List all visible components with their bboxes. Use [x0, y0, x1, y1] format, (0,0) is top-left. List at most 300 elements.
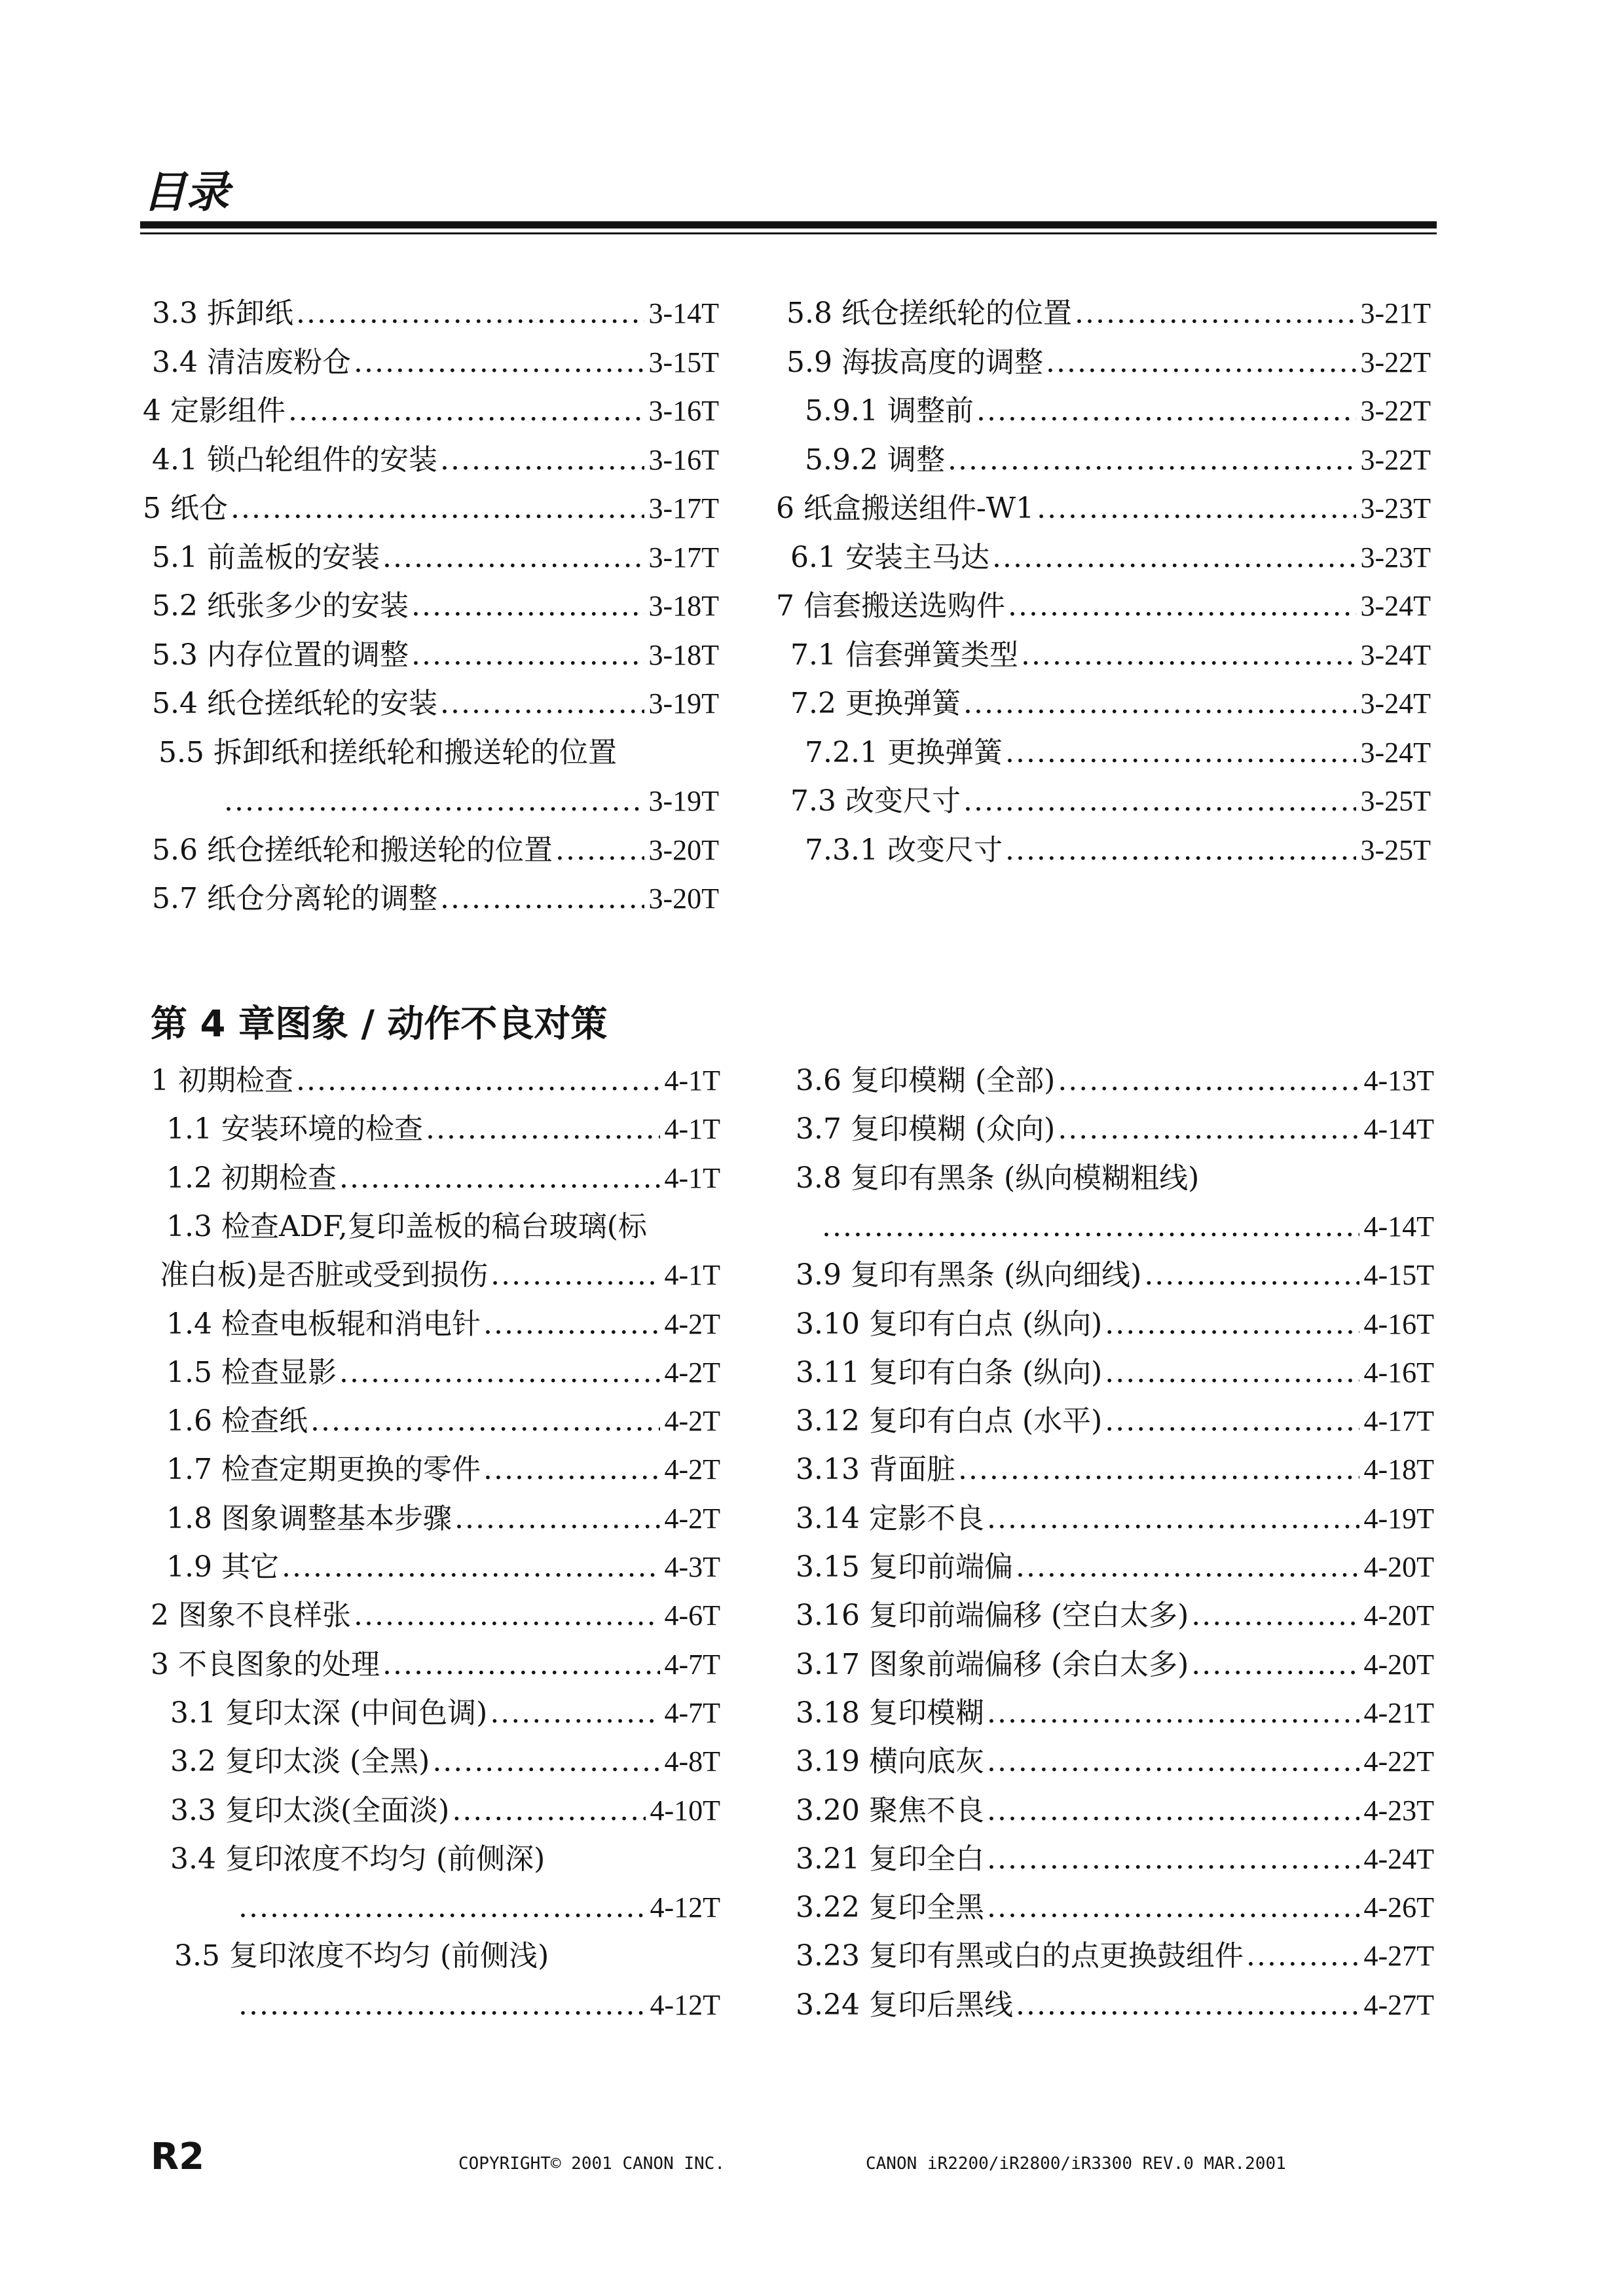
toc-entry — [166, 1547, 720, 1588]
toc-entry — [796, 1353, 1434, 1393]
toc-entry-page: 4-14T — [1363, 1113, 1434, 1146]
toc-entry-title: 检查显影 — [221, 1355, 337, 1389]
toc-leader-dots — [961, 781, 1356, 822]
toc-entry-number: 1.8 — [166, 1501, 212, 1535]
toc-entry-title: 复印模糊 — [868, 1696, 984, 1730]
toc-entry — [796, 1061, 1434, 1101]
toc-entry-page: 3-17T — [648, 541, 719, 574]
toc-leader-dots — [337, 1353, 660, 1393]
toc-leader-dots — [984, 1839, 1360, 1880]
toc-entry-page: 3-21T — [1360, 297, 1431, 329]
toc-leader-dots — [1034, 488, 1356, 529]
toc-leader-dots — [1055, 1109, 1359, 1150]
toc-leader-dots — [236, 1887, 646, 1928]
toc-entry-number: 7.3.1 — [805, 833, 878, 867]
toc-entry — [174, 1936, 720, 1977]
toc-entry-title: 安装主马达 — [845, 540, 989, 574]
toc-entry-number: 1.3 — [166, 1209, 212, 1243]
toc-entry-number: 3.12 — [796, 1404, 860, 1438]
toc-entry-title: 纸仓 — [170, 492, 228, 525]
toc-entry-page: 4-22T — [1363, 1745, 1434, 1778]
toc-entry-page: 4-23T — [1363, 1794, 1434, 1827]
toc-entry — [143, 391, 719, 431]
toc-leader-dots — [409, 635, 644, 676]
toc-leader-dots — [1003, 830, 1357, 871]
toc-entry-number: 3.3 — [152, 297, 198, 330]
toc-entry-number: 3.22 — [796, 1891, 860, 1925]
toc-entry-number: 3.6 — [796, 1064, 841, 1097]
toc-leader-dots — [984, 1499, 1360, 1539]
toc-entry-page: 4-20T — [1363, 1599, 1434, 1632]
toc-entry-title: 聚焦不良 — [868, 1793, 984, 1827]
toc-leader-dots — [1102, 1401, 1359, 1442]
toc-entry — [166, 1304, 720, 1345]
toc-entry-page: 3-14T — [648, 297, 719, 329]
toc-entry-number: 7 — [776, 589, 794, 623]
toc-entry — [790, 781, 1431, 822]
toc-entry-number: 5.9.1 — [805, 394, 878, 428]
toc-leader-dots — [380, 1645, 660, 1685]
toc-entry-title: 纸仓搓纸轮和搬送轮的位置 — [206, 833, 553, 867]
toc-leader-dots — [351, 342, 644, 383]
toc-entry-title: 拆卸纸和搓纸轮和搬送轮的位置 — [213, 735, 617, 769]
toc-entry-number: 1.7 — [166, 1453, 212, 1487]
toc-entry-page: 4-15T — [1363, 1259, 1434, 1292]
toc-entry-title: 初期检查 — [178, 1064, 293, 1097]
toc-entry-page: 4-2T — [664, 1502, 720, 1535]
toc-entry-title: 复印有白点 (水平) — [868, 1404, 1103, 1438]
footer-model: CANON iR2200/iR2800/iR3300 REV.0 MAR.2001 — [866, 2154, 1286, 2174]
toc-entry — [166, 1499, 720, 1539]
toc-entry-number: 3.23 — [796, 1939, 860, 1973]
toc-entry — [796, 1595, 1434, 1636]
toc-entry-number: 5.2 — [152, 589, 198, 623]
toc-entry — [786, 293, 1431, 334]
toc-entry-page: 4-14T — [1363, 1210, 1434, 1243]
toc-entry-page: 3-17T — [648, 492, 719, 524]
toc-entry-page: 4-10T — [650, 1794, 720, 1827]
toc-entry-number: 1.2 — [166, 1161, 212, 1195]
toc-entry — [151, 1595, 720, 1636]
toc-entry-title: 背面脏 — [868, 1453, 955, 1487]
toc-entry-page: 4-1T — [664, 1161, 720, 1194]
toc-entry-title: 海拔高度的调整 — [841, 345, 1043, 379]
toc-entry-page: 3-16T — [648, 395, 719, 427]
toc-entry-page: 4-1T — [664, 1259, 720, 1292]
toc-entry — [776, 586, 1431, 627]
toc-entry-number: 5.4 — [152, 687, 198, 720]
toc-entry — [796, 1109, 1434, 1150]
toc-entry-page: 3-16T — [648, 443, 719, 476]
toc-leader-dots — [452, 1499, 660, 1539]
toc-entry-number: 3.1 — [170, 1696, 216, 1730]
toc-leader-dots — [1003, 733, 1357, 773]
toc-leader-dots — [974, 391, 1357, 431]
toc-leader-dots — [984, 1741, 1360, 1782]
toc-entry-page: 4-17T — [1363, 1405, 1434, 1438]
toc-entry-page: 4-20T — [1363, 1551, 1434, 1583]
footer-copyright: COPYRIGHT© 2001 CANON INC. — [458, 2154, 725, 2174]
toc-entry-number: 3.4 — [170, 1842, 216, 1876]
toc-entry-number: 1.1 — [166, 1112, 212, 1146]
toc-entry — [151, 1061, 720, 1101]
toc-entry — [796, 1741, 1434, 1782]
toc-entry-title: 锁凸轮组件的安装 — [206, 443, 437, 477]
toc-entry — [790, 538, 1431, 578]
toc-entry-title: 复印有白条 (纵向) — [868, 1355, 1103, 1389]
toc-entry-title: 调整 — [887, 443, 945, 477]
toc-entry-title: 定影组件 — [170, 394, 286, 428]
toc-leader-dots — [409, 586, 644, 627]
toc-entry-number: 7.2 — [790, 687, 836, 720]
toc-leader-dots — [1244, 1936, 1360, 1977]
toc-entry-title: 准白板)是否脏或受到损伤 — [160, 1258, 489, 1292]
toc-entry — [805, 440, 1431, 481]
toc-entry-number: 3.5 — [174, 1939, 220, 1973]
toc-leader-dots — [961, 683, 1356, 724]
header-rule-thick — [140, 221, 1437, 228]
toc-leader-dots — [1043, 342, 1356, 383]
toc-entry — [796, 1499, 1434, 1539]
toc-leader-dots — [487, 1693, 660, 1734]
toc-entry-title: 复印浓度不均匀 (前侧浅) — [229, 1939, 549, 1973]
toc-leader-dots — [1141, 1255, 1359, 1296]
toc-entry — [152, 830, 719, 871]
toc-entry-title: 复印浓度不均匀 (前侧深) — [225, 1842, 545, 1876]
toc-entry-number: 3.3 — [170, 1793, 216, 1827]
toc-entry-number: 1.9 — [166, 1550, 212, 1584]
toc-leader-dots — [1018, 635, 1356, 676]
toc-entry-title: 纸张多少的安装 — [206, 589, 409, 623]
toc-entry — [790, 683, 1431, 724]
toc-entry-number: 3.16 — [796, 1599, 860, 1633]
toc-entry — [170, 1693, 720, 1734]
toc-entry — [796, 1791, 1434, 1831]
toc-entry-page: 4-12T — [650, 1891, 720, 1924]
toc-leader-dots — [308, 1401, 660, 1442]
toc-leader-dots — [984, 1887, 1360, 1928]
toc-entry-title: 复印前端偏 — [868, 1550, 1013, 1584]
toc-entry-title: 复印模糊 (全部) — [850, 1064, 1056, 1097]
toc-entry — [166, 1401, 720, 1442]
toc-entry-number: 3.17 — [796, 1647, 860, 1681]
toc-entry — [221, 781, 719, 822]
toc-entry-title: 定影不良 — [868, 1501, 984, 1535]
toc-entry-title: 检查定期更换的零件 — [221, 1453, 481, 1487]
toc-entry-title: 其它 — [221, 1550, 279, 1584]
toc-entry-title: 复印太淡(全面淡) — [225, 1793, 450, 1827]
toc-entry — [790, 635, 1431, 676]
toc-entry — [796, 1936, 1434, 1977]
toc-entry-page: 3-18T — [648, 638, 719, 671]
toc-entry-number: 5.8 — [786, 297, 832, 330]
toc-entry-number: 3.14 — [796, 1501, 860, 1535]
toc-leader-dots — [481, 1304, 660, 1345]
toc-entry — [158, 733, 719, 773]
toc-entry-page: 3-24T — [1360, 736, 1431, 769]
toc-entry-page: 4-19T — [1363, 1502, 1434, 1535]
toc-entry-page: 4-27T — [1363, 1988, 1434, 2021]
toc-leader-dots — [437, 879, 644, 919]
toc-entry-number: 1.4 — [166, 1307, 212, 1341]
toc-leader-dots — [1072, 293, 1356, 334]
toc-entry-title: 纸盒搬送组件-W1 — [803, 492, 1035, 525]
toc-entry-title: 更换弹簧 — [887, 735, 1003, 769]
toc-leader-dots — [437, 683, 644, 724]
toc-entry — [166, 1207, 720, 1247]
toc-entry-number: 3.20 — [796, 1793, 860, 1827]
toc-entry — [151, 1645, 720, 1685]
toc-entry-title: 复印太深 (中间色调) — [225, 1696, 488, 1730]
toc-entry-title: 更换弹簧 — [845, 687, 961, 720]
toc-entry — [796, 1255, 1434, 1296]
toc-leader-dots — [351, 1595, 660, 1636]
toc-entry-title: 复印有白点 (纵向) — [868, 1307, 1103, 1341]
toc-entry-page: 4-16T — [1363, 1356, 1434, 1389]
toc-entry — [166, 1353, 720, 1393]
toc-entry-title: 清洁废粉仓 — [206, 345, 351, 379]
toc-leader-dots — [221, 781, 644, 822]
toc-entry-title: 复印模糊 (众向) — [850, 1112, 1056, 1146]
toc-entry-number: 3.11 — [796, 1355, 860, 1389]
toc-entry-page: 3-24T — [1360, 687, 1431, 720]
toc-entry-page: 3-25T — [1360, 833, 1431, 866]
toc-entry-page: 3-24T — [1360, 590, 1431, 622]
toc-entry — [796, 1547, 1434, 1588]
toc-entry — [170, 1791, 720, 1831]
toc-entry — [166, 1109, 720, 1150]
toc-leader-dots — [279, 1547, 660, 1588]
toc-entry — [152, 440, 719, 481]
toc-entry-number: 5.1 — [152, 540, 198, 574]
toc-entry — [143, 488, 719, 529]
toc-leader-dots — [955, 1449, 1360, 1490]
toc-entry-title: 改变尺寸 — [845, 784, 961, 818]
toc-entry-title: 纸仓搓纸轮的位置 — [841, 297, 1072, 330]
toc-entry — [796, 1645, 1434, 1685]
toc-entry — [786, 342, 1431, 383]
toc-entry-number: 1 — [151, 1064, 169, 1097]
toc-leader-dots — [286, 391, 644, 431]
toc-entry — [170, 1741, 720, 1782]
toc-entry-title: 复印全黑 — [868, 1891, 984, 1925]
toc-leader-dots — [430, 1741, 660, 1782]
toc-entry-title: 复印后黑线 — [868, 1988, 1013, 2022]
toc-entry-number: 5.9.2 — [805, 443, 878, 477]
toc-entry-number: 5.5 — [158, 735, 204, 769]
toc-leader-dots — [1189, 1595, 1359, 1636]
toc-entry — [166, 1158, 720, 1199]
toc-entry-title: 改变尺寸 — [887, 833, 1003, 867]
toc-leader-dots — [423, 1109, 660, 1150]
toc-entry-page: 4-7T — [664, 1648, 720, 1681]
toc-entry-number: 5.9 — [786, 345, 832, 379]
toc-entry-page: 3-19T — [648, 687, 719, 720]
toc-leader-dots — [380, 538, 644, 578]
toc-entry — [236, 1985, 720, 2026]
toc-leader-dots — [1189, 1645, 1359, 1685]
toc-entry — [796, 1839, 1434, 1880]
toc-entry — [796, 1449, 1434, 1490]
toc-entry-page: 4-2T — [664, 1356, 720, 1389]
toc-entry — [819, 1207, 1434, 1247]
toc-entry-title: 内存位置的调整 — [206, 638, 409, 672]
toc-entry-title: 拆卸纸 — [206, 297, 293, 330]
toc-entry-title: 复印有黑条 (纵向细线) — [850, 1258, 1142, 1292]
toc-entry-page: 3-23T — [1360, 492, 1431, 524]
toc-entry-number: 1.5 — [166, 1355, 212, 1389]
toc-entry-number: 3.4 — [152, 345, 198, 379]
toc-entry-title: 图象不良样张 — [178, 1599, 351, 1633]
toc-entry-title: 检查ADF,复印盖板的稿台玻璃(标 — [221, 1209, 647, 1243]
footer-page-number: R2 — [151, 2136, 205, 2178]
toc-entry — [151, 1255, 720, 1296]
toc-entry-number: 3 — [151, 1647, 169, 1681]
toc-leader-dots — [1055, 1061, 1359, 1101]
toc-entry — [796, 1304, 1434, 1345]
toc-entry-title: 前盖板的安装 — [206, 540, 380, 574]
toc-entry-number: 3.8 — [796, 1161, 841, 1195]
toc-entry-page: 3-19T — [648, 785, 719, 817]
toc-entry — [805, 391, 1431, 431]
toc-entry — [152, 293, 719, 334]
toc-entry — [805, 830, 1431, 871]
toc-leader-dots — [984, 1791, 1360, 1831]
toc-leader-dots — [1013, 1547, 1360, 1588]
toc-leader-dots — [449, 1791, 646, 1831]
toc-entry-number: 6 — [776, 492, 794, 525]
toc-entry-page: 4-13T — [1363, 1065, 1434, 1097]
toc-entry-number: 2 — [151, 1599, 169, 1633]
toc-entry-title: 图象前端偏移 (余白太多) — [868, 1647, 1189, 1681]
toc-entry-page: 4-21T — [1363, 1696, 1434, 1729]
toc-entry-page: 3-20T — [648, 883, 719, 915]
toc-entry-page: 3-15T — [648, 346, 719, 378]
toc-leader-dots — [228, 488, 644, 529]
toc-entry-page: 4-1T — [664, 1113, 720, 1146]
toc-leader-dots — [984, 1693, 1360, 1734]
toc-entry-page: 4-7T — [664, 1696, 720, 1729]
toc-entry — [152, 683, 719, 724]
toc-entry-number: 3.10 — [796, 1307, 860, 1341]
header-rule-thin — [140, 232, 1437, 234]
toc-entry — [152, 635, 719, 676]
toc-entry-title: 调整前 — [887, 394, 974, 428]
header-title: 目录 — [143, 167, 229, 217]
toc-entry-title: 复印前端偏移 (空白太多) — [868, 1599, 1189, 1633]
toc-entry-number: 3.13 — [796, 1453, 860, 1487]
toc-entry-number: 6.1 — [790, 540, 836, 574]
toc-entry-title: 初期检查 — [221, 1161, 337, 1195]
toc-entry-title: 安装环境的检查 — [221, 1112, 423, 1146]
toc-entry — [796, 1693, 1434, 1734]
toc-entry-number: 3.15 — [796, 1550, 860, 1584]
toc-entry — [796, 1887, 1434, 1928]
toc-entry — [805, 733, 1431, 773]
toc-entry-page: 4-16T — [1363, 1307, 1434, 1340]
toc-entry-title: 纸仓搓纸轮的安装 — [206, 687, 437, 720]
toc-entry-number: 7.3 — [790, 784, 836, 818]
toc-entry-page: 4-2T — [664, 1453, 720, 1486]
toc-entry-number: 5 — [143, 492, 161, 525]
toc-entry-title: 检查纸 — [221, 1404, 308, 1438]
toc-entry-number: 3.9 — [796, 1258, 841, 1292]
toc-entry-title: 纸仓分离轮的调整 — [206, 882, 437, 915]
toc-entry-page: 3-25T — [1360, 785, 1431, 817]
toc-entry-number: 3.7 — [796, 1112, 841, 1146]
toc-entry-title: 复印有黑条 (纵向模糊粗线) — [850, 1161, 1200, 1195]
toc-leader-dots — [819, 1207, 1359, 1247]
toc-entry-number: 3.21 — [796, 1842, 860, 1876]
toc-entry-title: 图象调整基本步骤 — [221, 1501, 452, 1535]
toc-entry-number: 3.24 — [796, 1988, 860, 2022]
toc-entry-page: 4-6T — [664, 1599, 720, 1632]
toc-entry-title: 检查电板辊和消电针 — [221, 1307, 481, 1341]
toc-entry-page: 3-22T — [1360, 443, 1431, 476]
toc-entry-number: 7.2.1 — [805, 735, 878, 769]
toc-leader-dots — [553, 830, 644, 871]
toc-entry-title: 横向底灰 — [868, 1745, 984, 1779]
toc-entry — [796, 1985, 1434, 2026]
toc-entry-number: 1.6 — [166, 1404, 212, 1438]
toc-entry — [236, 1887, 720, 1928]
toc-entry-page: 4-27T — [1363, 1940, 1434, 1973]
toc-entry-page: 3-22T — [1360, 346, 1431, 378]
toc-entry-title: 复印有黑或白的点更换鼓组件 — [868, 1939, 1244, 1973]
toc-entry-page: 4-20T — [1363, 1648, 1434, 1681]
toc-entry-page: 3-24T — [1360, 638, 1431, 671]
toc-leader-dots — [481, 1449, 660, 1490]
toc-entry-number: 5.3 — [152, 638, 198, 672]
toc-entry — [152, 538, 719, 578]
toc-entry — [170, 1839, 720, 1880]
toc-entry-title: 复印太淡 (全黑) — [225, 1745, 430, 1779]
toc-entry — [152, 342, 719, 383]
toc-entry-page: 3-20T — [648, 833, 719, 866]
toc-leader-dots — [488, 1255, 660, 1296]
toc-entry-page: 4-18T — [1363, 1453, 1434, 1486]
toc-leader-dots — [1102, 1353, 1359, 1393]
toc-entry — [796, 1401, 1434, 1442]
toc-leader-dots — [437, 440, 644, 481]
toc-entry-page: 4-26T — [1363, 1891, 1434, 1924]
toc-leader-dots — [293, 1061, 660, 1101]
toc-leader-dots — [945, 440, 1357, 481]
toc-entry-number: 4 — [143, 394, 161, 428]
toc-entry-page: 4-1T — [664, 1065, 720, 1097]
toc-entry-page: 4-12T — [650, 1988, 720, 2021]
toc-leader-dots — [293, 293, 644, 334]
toc-leader-dots — [989, 538, 1356, 578]
toc-entry — [152, 879, 719, 919]
toc-entry-number: 3.19 — [796, 1745, 860, 1779]
toc-entry-page: 3-22T — [1360, 395, 1431, 427]
toc-entry-number: 3.2 — [170, 1745, 216, 1779]
toc-entry — [166, 1449, 720, 1490]
toc-entry-page: 4-3T — [664, 1551, 720, 1583]
toc-entry-title: 信套弹簧类型 — [845, 638, 1018, 672]
toc-entry — [796, 1158, 1434, 1199]
toc-leader-dots — [337, 1158, 660, 1199]
toc-entry-title: 信套搬送选购件 — [803, 589, 1005, 623]
toc-entry-page: 4-2T — [664, 1307, 720, 1340]
toc-entry-number: 3.18 — [796, 1696, 860, 1730]
chapter4-heading: 第 4 章图象 / 动作不良对策 — [151, 1003, 608, 1046]
toc-entry-number: 5.6 — [152, 833, 198, 867]
toc-entry — [776, 488, 1431, 529]
toc-leader-dots — [236, 1985, 646, 2026]
toc-entry-page: 4-24T — [1363, 1842, 1434, 1875]
